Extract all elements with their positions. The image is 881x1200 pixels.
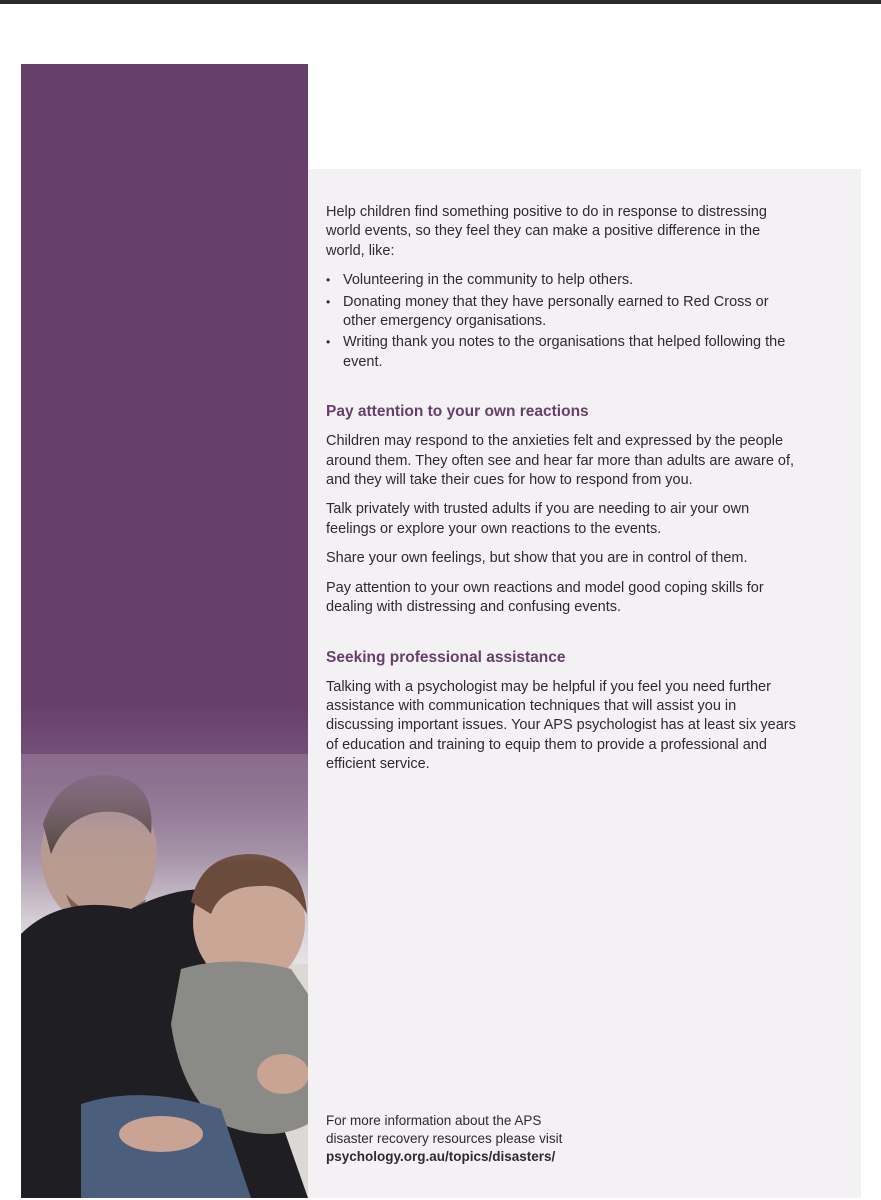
bullet-icon: • xyxy=(326,294,331,309)
paragraph: Share your own feelings, but show that you are in control of them. xyxy=(326,550,748,567)
content-panel xyxy=(308,169,861,1198)
resources-link[interactable]: psychology.org.au/topics/disasters/ xyxy=(326,1149,556,1164)
footer-line: disaster recovery resources please visit xyxy=(326,1131,563,1146)
father-child-photo xyxy=(21,64,308,1198)
bullet-icon: • xyxy=(326,335,331,350)
paragraph: Talk privately with trusted adults if you are needing to air your own feelings or explore your own reactions to the events. xyxy=(326,501,750,537)
positive-actions-list xyxy=(326,271,796,372)
bullet-icon: • xyxy=(326,273,331,288)
footer-info xyxy=(326,1112,626,1166)
text-column xyxy=(326,203,796,785)
paragraph: Talking with a psychologist may be helpful if you feel you need further assistance with communication techniques that will assist you in discussing important issues. Your APS psychologist has at least six years of education and training to equip them to provide a professional and efficient service. xyxy=(326,678,796,773)
top-rule xyxy=(0,0,881,4)
section-heading-own-reactions: Pay attention to your own reactions xyxy=(326,403,589,421)
intro-paragraph: Help children find something positive to do in response to distressing world events, so they feel they can make a positive difference in the world, like: xyxy=(326,204,767,259)
section-heading-professional-assistance: Seeking professional assistance xyxy=(326,648,566,666)
side-panel xyxy=(21,64,308,1198)
paragraph: Pay attention to your own reactions and model good coping skills for dealing with distressing and confusing events. xyxy=(326,579,764,616)
list-item: • Writing thank you notes to the organisations that helped following the event. xyxy=(326,334,786,370)
paragraph: Children may respond to the anxieties felt and expressed by the people around them. They often see and hear far more than adults are aware of, and they will take their cues for how to respond from you. xyxy=(326,433,795,489)
footer-line: For more information about the APS xyxy=(326,1113,542,1128)
list-item: • Volunteering in the community to help others. xyxy=(326,271,796,290)
list-item: • Donating money that they have personally earned to Red Cross or other emergency organisations. xyxy=(326,293,769,330)
